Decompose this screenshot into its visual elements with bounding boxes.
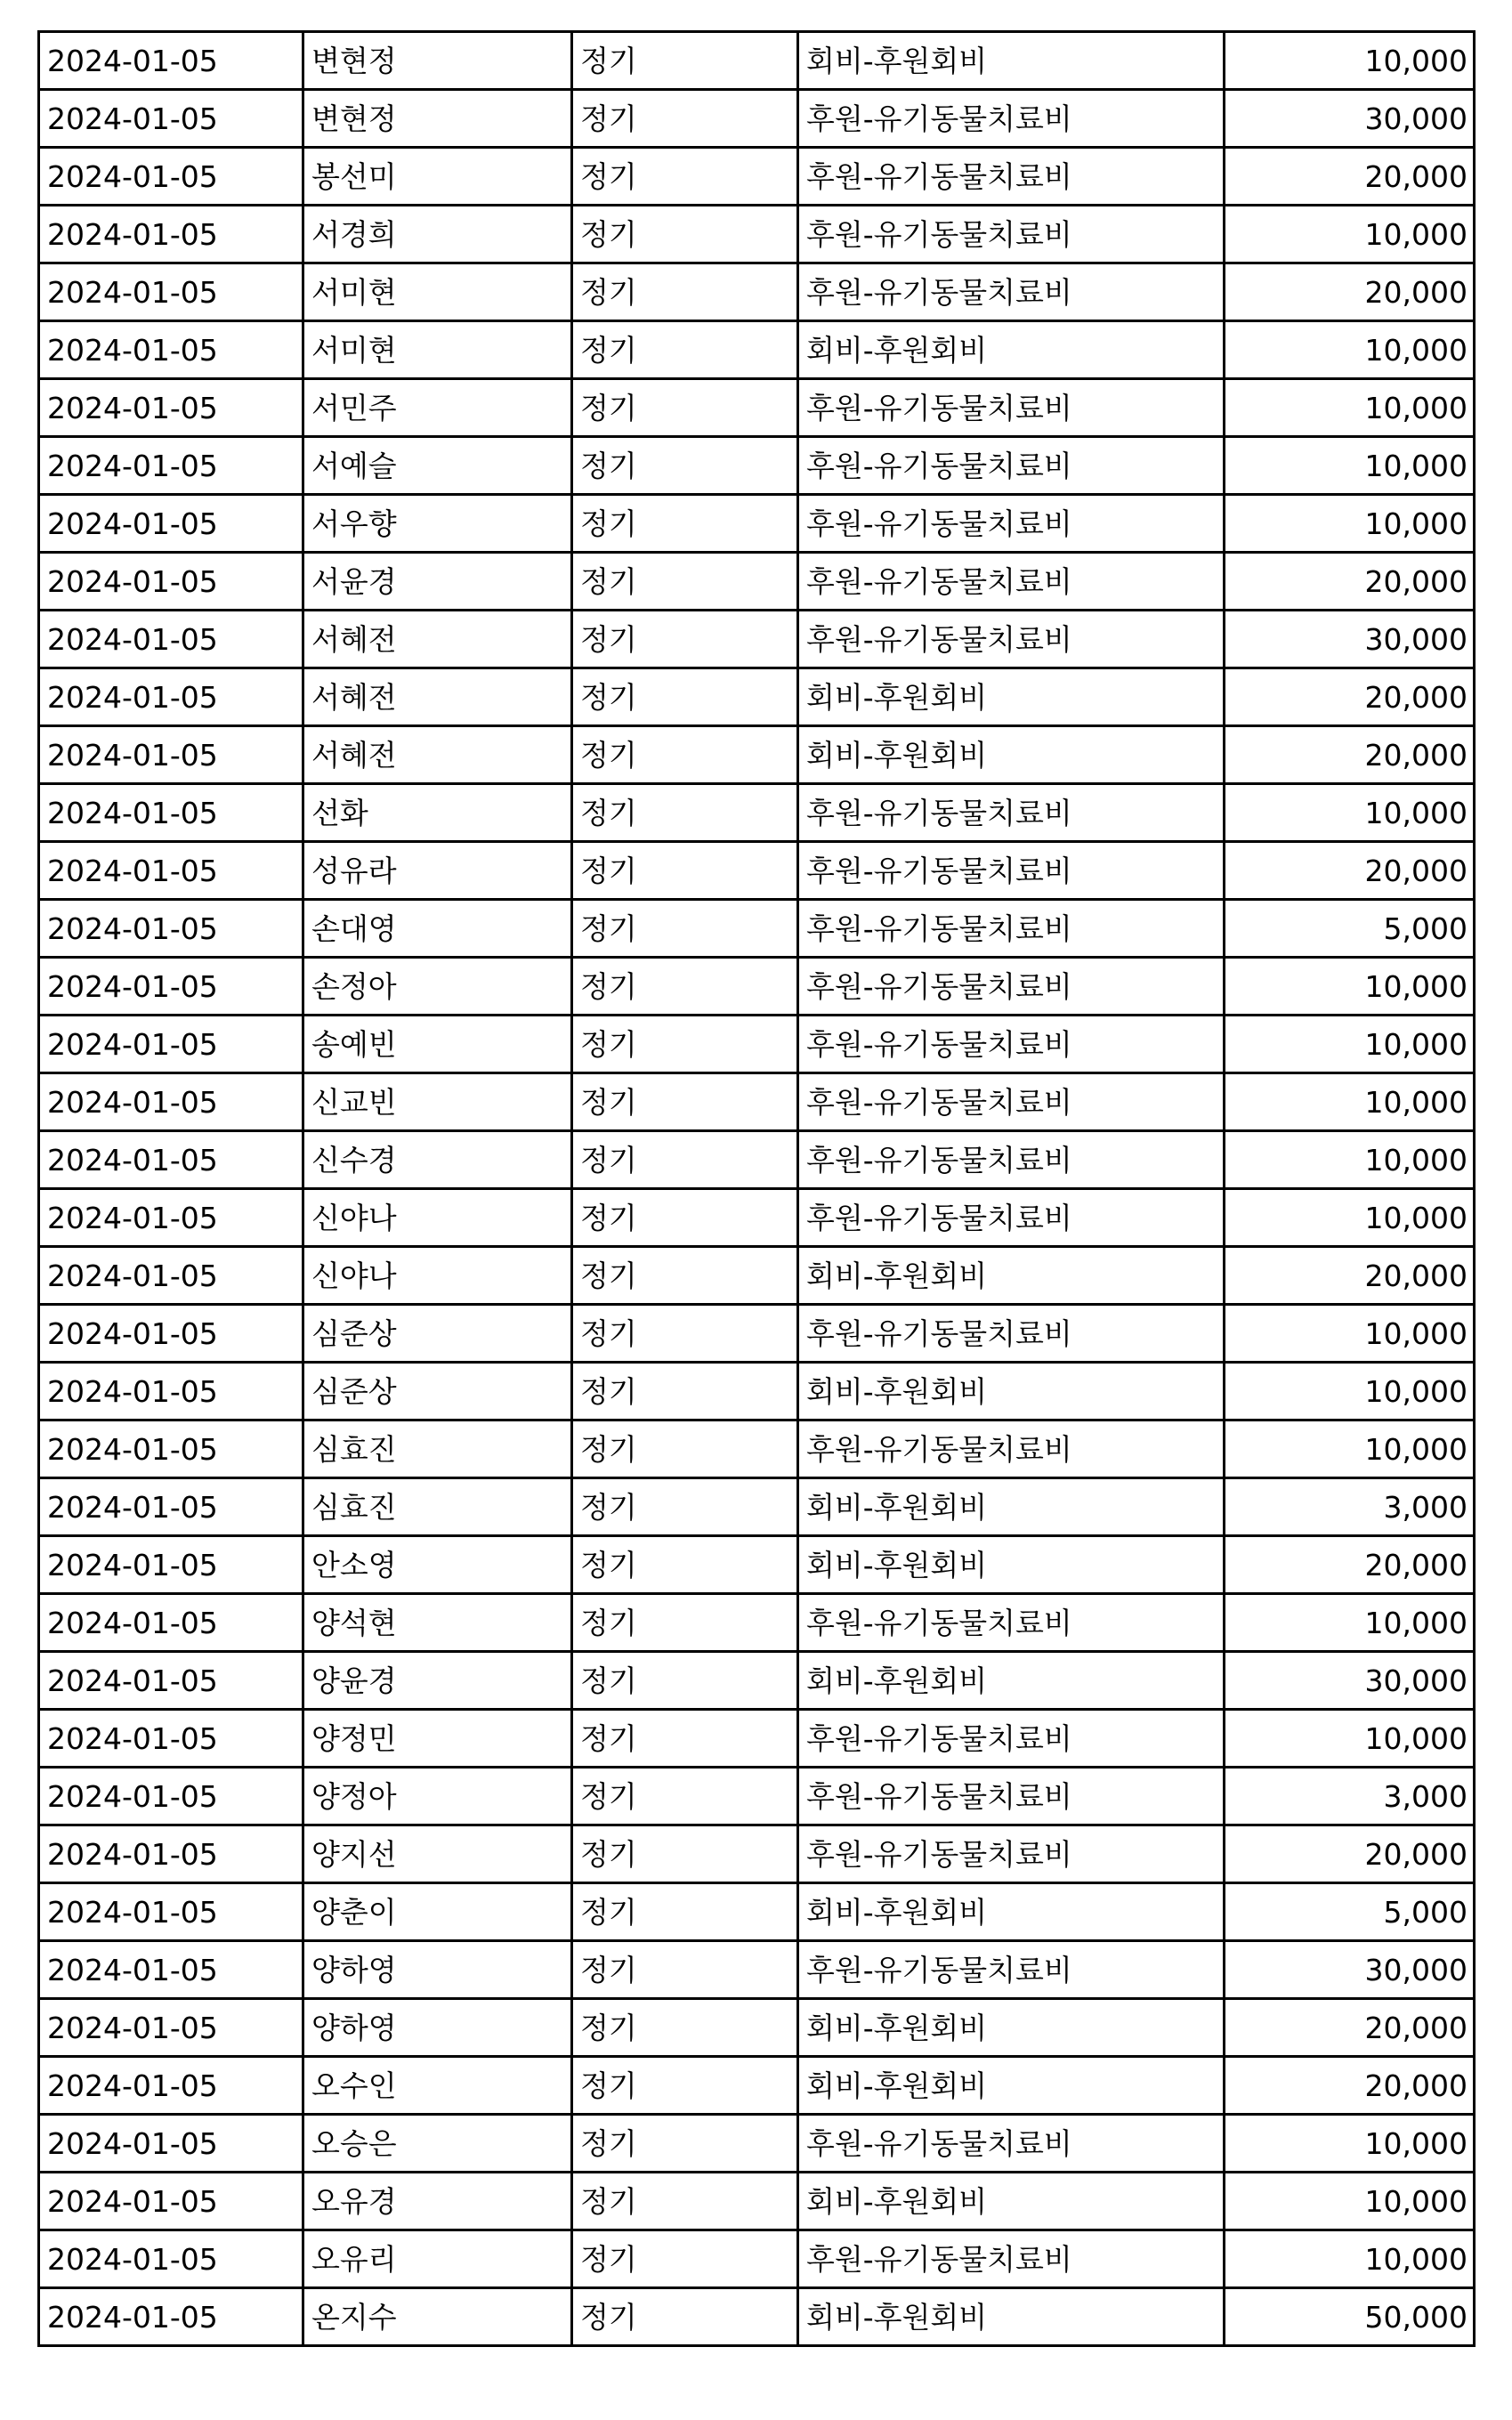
donation-item-cell: 회비-후원회비 xyxy=(798,321,1225,379)
donation-type-cell: 정기 xyxy=(572,784,798,842)
table-row xyxy=(39,321,1475,379)
donor-name-cell: 심효진 xyxy=(303,1478,572,1536)
donation-item-cell: 회비-후원회비 xyxy=(798,2173,1225,2230)
donor-name-cell: 양윤경 xyxy=(303,1652,572,1710)
table-row xyxy=(39,1883,1475,1941)
donation-amount-cell: 10,000 xyxy=(1225,321,1475,379)
donation-date-cell: 2024-01-05 xyxy=(39,1825,303,1883)
donation-date-cell: 2024-01-05 xyxy=(39,1768,303,1825)
table-row xyxy=(39,1131,1475,1189)
donation-date-cell: 2024-01-05 xyxy=(39,2057,303,2115)
donation-amount-cell: 20,000 xyxy=(1225,553,1475,611)
donation-date-cell: 2024-01-05 xyxy=(39,553,303,611)
table-row xyxy=(39,1536,1475,1594)
donation-amount-cell: 20,000 xyxy=(1225,668,1475,726)
donation-date-cell: 2024-01-05 xyxy=(39,842,303,900)
table-row xyxy=(39,1478,1475,1536)
donation-item-cell: 후원-유기동물치료비 xyxy=(798,900,1225,958)
donation-item-cell: 후원-유기동물치료비 xyxy=(798,2115,1225,2173)
donation-date-cell: 2024-01-05 xyxy=(39,726,303,784)
donation-item-cell: 후원-유기동물치료비 xyxy=(798,437,1225,495)
donation-amount-cell: 10,000 xyxy=(1225,495,1475,553)
table-row xyxy=(39,2057,1475,2115)
donation-amount-cell: 10,000 xyxy=(1225,206,1475,263)
table-row xyxy=(39,1189,1475,1247)
table-row xyxy=(39,553,1475,611)
donation-date-cell: 2024-01-05 xyxy=(39,2288,303,2346)
donor-name-cell: 오유리 xyxy=(303,2230,572,2288)
donation-date-cell: 2024-01-05 xyxy=(39,958,303,1016)
donor-name-cell: 양정민 xyxy=(303,1710,572,1768)
donor-name-cell: 오수인 xyxy=(303,2057,572,2115)
donation-date-cell: 2024-01-05 xyxy=(39,1305,303,1363)
table-row xyxy=(39,1594,1475,1652)
donation-date-cell: 2024-01-05 xyxy=(39,900,303,958)
donation-amount-cell: 10,000 xyxy=(1225,1073,1475,1131)
donation-type-cell: 정기 xyxy=(572,1710,798,1768)
donation-amount-cell: 10,000 xyxy=(1225,1305,1475,1363)
donation-amount-cell: 3,000 xyxy=(1225,1478,1475,1536)
donation-date-cell: 2024-01-05 xyxy=(39,1710,303,1768)
donor-name-cell: 서혜전 xyxy=(303,668,572,726)
donor-name-cell: 양하영 xyxy=(303,1999,572,2057)
donation-amount-cell: 10,000 xyxy=(1225,1016,1475,1073)
donation-date-cell: 2024-01-05 xyxy=(39,495,303,553)
donation-item-cell: 후원-유기동물치료비 xyxy=(798,1710,1225,1768)
donation-date-cell: 2024-01-05 xyxy=(39,32,303,90)
ledger-body xyxy=(39,32,1475,2346)
donation-amount-cell: 50,000 xyxy=(1225,2288,1475,2346)
donation-type-cell: 정기 xyxy=(572,1189,798,1247)
donation-amount-cell: 20,000 xyxy=(1225,842,1475,900)
table-row xyxy=(39,842,1475,900)
donation-type-cell: 정기 xyxy=(572,726,798,784)
table-row xyxy=(39,148,1475,206)
table-row xyxy=(39,2173,1475,2230)
donation-item-cell: 후원-유기동물치료비 xyxy=(798,1420,1225,1478)
donation-type-cell: 정기 xyxy=(572,148,798,206)
table-row xyxy=(39,1710,1475,1768)
donation-amount-cell: 10,000 xyxy=(1225,1363,1475,1420)
table-row xyxy=(39,379,1475,437)
donation-item-cell: 회비-후원회비 xyxy=(798,1478,1225,1536)
donor-name-cell: 성유라 xyxy=(303,842,572,900)
table-row xyxy=(39,958,1475,1016)
donation-amount-cell: 5,000 xyxy=(1225,1883,1475,1941)
donation-amount-cell: 20,000 xyxy=(1225,1999,1475,2057)
donation-amount-cell: 20,000 xyxy=(1225,263,1475,321)
donation-item-cell: 후원-유기동물치료비 xyxy=(798,1825,1225,1883)
table-row xyxy=(39,1073,1475,1131)
donor-name-cell: 양춘이 xyxy=(303,1883,572,1941)
table-row xyxy=(39,437,1475,495)
donation-type-cell: 정기 xyxy=(572,1073,798,1131)
donation-type-cell: 정기 xyxy=(572,379,798,437)
donation-item-cell: 후원-유기동물치료비 xyxy=(798,1768,1225,1825)
donation-ledger-table xyxy=(37,30,1476,2347)
donation-date-cell: 2024-01-05 xyxy=(39,2173,303,2230)
donation-item-cell: 후원-유기동물치료비 xyxy=(798,379,1225,437)
donation-item-cell: 후원-유기동물치료비 xyxy=(798,1305,1225,1363)
donation-type-cell: 정기 xyxy=(572,958,798,1016)
donation-date-cell: 2024-01-05 xyxy=(39,784,303,842)
donation-amount-cell: 20,000 xyxy=(1225,726,1475,784)
donation-item-cell: 후원-유기동물치료비 xyxy=(798,958,1225,1016)
table-row xyxy=(39,1768,1475,1825)
donation-type-cell: 정기 xyxy=(572,437,798,495)
table-row xyxy=(39,90,1475,148)
donation-item-cell: 후원-유기동물치료비 xyxy=(798,1016,1225,1073)
donor-name-cell: 서경희 xyxy=(303,206,572,263)
donor-name-cell: 송예빈 xyxy=(303,1016,572,1073)
donor-name-cell: 서혜전 xyxy=(303,611,572,668)
donation-item-cell: 후원-유기동물치료비 xyxy=(798,1131,1225,1189)
donation-type-cell: 정기 xyxy=(572,1941,798,1999)
donor-name-cell: 서우향 xyxy=(303,495,572,553)
table-row xyxy=(39,263,1475,321)
donation-date-cell: 2024-01-05 xyxy=(39,90,303,148)
donation-date-cell: 2024-01-05 xyxy=(39,1073,303,1131)
donation-item-cell: 후원-유기동물치료비 xyxy=(798,611,1225,668)
donation-amount-cell: 10,000 xyxy=(1225,379,1475,437)
donor-name-cell: 변현정 xyxy=(303,90,572,148)
donation-date-cell: 2024-01-05 xyxy=(39,611,303,668)
donation-amount-cell: 10,000 xyxy=(1225,32,1475,90)
donation-type-cell: 정기 xyxy=(572,1305,798,1363)
donor-name-cell: 서혜전 xyxy=(303,726,572,784)
donation-date-cell: 2024-01-05 xyxy=(39,668,303,726)
donation-item-cell: 후원-유기동물치료비 xyxy=(798,842,1225,900)
donation-type-cell: 정기 xyxy=(572,1420,798,1478)
table-row xyxy=(39,1941,1475,1999)
donation-date-cell: 2024-01-05 xyxy=(39,2230,303,2288)
donation-amount-cell: 10,000 xyxy=(1225,1710,1475,1768)
donation-date-cell: 2024-01-05 xyxy=(39,1883,303,1941)
donation-item-cell: 회비-후원회비 xyxy=(798,1536,1225,1594)
donation-type-cell: 정기 xyxy=(572,1999,798,2057)
donation-item-cell: 회비-후원회비 xyxy=(798,1652,1225,1710)
donation-type-cell: 정기 xyxy=(572,1825,798,1883)
donation-amount-cell: 30,000 xyxy=(1225,1652,1475,1710)
donor-name-cell: 봉선미 xyxy=(303,148,572,206)
donation-item-cell: 회비-후원회비 xyxy=(798,1247,1225,1305)
table-row xyxy=(39,2115,1475,2173)
donation-amount-cell: 10,000 xyxy=(1225,784,1475,842)
donation-item-cell: 회비-후원회비 xyxy=(798,1883,1225,1941)
donation-item-cell: 회비-후원회비 xyxy=(798,2288,1225,2346)
table-row xyxy=(39,1825,1475,1883)
donor-name-cell: 신야나 xyxy=(303,1247,572,1305)
donation-amount-cell: 20,000 xyxy=(1225,2057,1475,2115)
donation-date-cell: 2024-01-05 xyxy=(39,263,303,321)
donation-item-cell: 후원-유기동물치료비 xyxy=(798,206,1225,263)
table-row xyxy=(39,611,1475,668)
donation-item-cell: 후원-유기동물치료비 xyxy=(798,553,1225,611)
donation-amount-cell: 5,000 xyxy=(1225,900,1475,958)
donation-date-cell: 2024-01-05 xyxy=(39,1652,303,1710)
table-row xyxy=(39,784,1475,842)
donor-name-cell: 신수경 xyxy=(303,1131,572,1189)
donation-type-cell: 정기 xyxy=(572,32,798,90)
donation-amount-cell: 30,000 xyxy=(1225,611,1475,668)
table-row xyxy=(39,668,1475,726)
donor-name-cell: 온지수 xyxy=(303,2288,572,2346)
donation-date-cell: 2024-01-05 xyxy=(39,321,303,379)
donation-item-cell: 회비-후원회비 xyxy=(798,726,1225,784)
donor-name-cell: 심준상 xyxy=(303,1363,572,1420)
donation-item-cell: 후원-유기동물치료비 xyxy=(798,1073,1225,1131)
donation-amount-cell: 30,000 xyxy=(1225,1941,1475,1999)
donation-item-cell: 후원-유기동물치료비 xyxy=(798,2230,1225,2288)
donation-item-cell: 후원-유기동물치료비 xyxy=(798,263,1225,321)
donation-item-cell: 후원-유기동물치료비 xyxy=(798,1189,1225,1247)
donation-item-cell: 회비-후원회비 xyxy=(798,1363,1225,1420)
table-row xyxy=(39,1363,1475,1420)
donation-date-cell: 2024-01-05 xyxy=(39,1594,303,1652)
donation-amount-cell: 10,000 xyxy=(1225,1131,1475,1189)
table-row xyxy=(39,726,1475,784)
donation-item-cell: 회비-후원회비 xyxy=(798,1999,1225,2057)
donation-date-cell: 2024-01-05 xyxy=(39,1941,303,1999)
table-row xyxy=(39,1247,1475,1305)
donation-date-cell: 2024-01-05 xyxy=(39,206,303,263)
donation-date-cell: 2024-01-05 xyxy=(39,1363,303,1420)
donation-type-cell: 정기 xyxy=(572,1247,798,1305)
donation-type-cell: 정기 xyxy=(572,1016,798,1073)
table-row xyxy=(39,1305,1475,1363)
donation-type-cell: 정기 xyxy=(572,1363,798,1420)
donation-date-cell: 2024-01-05 xyxy=(39,1478,303,1536)
donor-name-cell: 서예슬 xyxy=(303,437,572,495)
table-row xyxy=(39,900,1475,958)
donation-date-cell: 2024-01-05 xyxy=(39,1131,303,1189)
donation-type-cell: 정기 xyxy=(572,2115,798,2173)
donation-amount-cell: 10,000 xyxy=(1225,1189,1475,1247)
donor-name-cell: 신교빈 xyxy=(303,1073,572,1131)
donation-date-cell: 2024-01-05 xyxy=(39,379,303,437)
donor-name-cell: 손대영 xyxy=(303,900,572,958)
donation-item-cell: 후원-유기동물치료비 xyxy=(798,495,1225,553)
donation-item-cell: 후원-유기동물치료비 xyxy=(798,90,1225,148)
donation-type-cell: 정기 xyxy=(572,1131,798,1189)
table-row xyxy=(39,1999,1475,2057)
donation-item-cell: 후원-유기동물치료비 xyxy=(798,148,1225,206)
donation-type-cell: 정기 xyxy=(572,90,798,148)
donation-amount-cell: 20,000 xyxy=(1225,1536,1475,1594)
donor-name-cell: 양하영 xyxy=(303,1941,572,1999)
table-row xyxy=(39,1016,1475,1073)
donation-amount-cell: 10,000 xyxy=(1225,437,1475,495)
donation-amount-cell: 10,000 xyxy=(1225,2230,1475,2288)
donor-name-cell: 변현정 xyxy=(303,32,572,90)
donation-type-cell: 정기 xyxy=(572,668,798,726)
donation-amount-cell: 10,000 xyxy=(1225,1594,1475,1652)
donor-name-cell: 심효진 xyxy=(303,1420,572,1478)
donation-type-cell: 정기 xyxy=(572,263,798,321)
donation-date-cell: 2024-01-05 xyxy=(39,1016,303,1073)
donor-name-cell: 서윤경 xyxy=(303,553,572,611)
donation-type-cell: 정기 xyxy=(572,1652,798,1710)
donation-date-cell: 2024-01-05 xyxy=(39,437,303,495)
donor-name-cell: 양지선 xyxy=(303,1825,572,1883)
table-row xyxy=(39,1420,1475,1478)
donor-name-cell: 오승은 xyxy=(303,2115,572,2173)
donation-date-cell: 2024-01-05 xyxy=(39,1247,303,1305)
donor-name-cell: 양석현 xyxy=(303,1594,572,1652)
table-row xyxy=(39,32,1475,90)
donation-amount-cell: 30,000 xyxy=(1225,90,1475,148)
donation-amount-cell: 10,000 xyxy=(1225,2173,1475,2230)
donation-type-cell: 정기 xyxy=(572,1883,798,1941)
donation-type-cell: 정기 xyxy=(572,206,798,263)
table-row xyxy=(39,2230,1475,2288)
donor-name-cell: 오유경 xyxy=(303,2173,572,2230)
donation-amount-cell: 10,000 xyxy=(1225,2115,1475,2173)
donation-item-cell: 회비-후원회비 xyxy=(798,32,1225,90)
donor-name-cell: 심준상 xyxy=(303,1305,572,1363)
donation-type-cell: 정기 xyxy=(572,1768,798,1825)
donation-item-cell: 후원-유기동물치료비 xyxy=(798,784,1225,842)
donation-date-cell: 2024-01-05 xyxy=(39,1536,303,1594)
donation-type-cell: 정기 xyxy=(572,1478,798,1536)
donation-date-cell: 2024-01-05 xyxy=(39,2115,303,2173)
donation-amount-cell: 20,000 xyxy=(1225,1247,1475,1305)
table-row xyxy=(39,206,1475,263)
donation-item-cell: 회비-후원회비 xyxy=(798,668,1225,726)
donation-type-cell: 정기 xyxy=(572,611,798,668)
donation-amount-cell: 20,000 xyxy=(1225,1825,1475,1883)
table-row xyxy=(39,495,1475,553)
donation-amount-cell: 10,000 xyxy=(1225,1420,1475,1478)
donor-name-cell: 안소영 xyxy=(303,1536,572,1594)
donation-type-cell: 정기 xyxy=(572,2288,798,2346)
donor-name-cell: 서미현 xyxy=(303,321,572,379)
donor-name-cell: 신야나 xyxy=(303,1189,572,1247)
donation-amount-cell: 3,000 xyxy=(1225,1768,1475,1825)
donor-name-cell: 손정아 xyxy=(303,958,572,1016)
donation-item-cell: 회비-후원회비 xyxy=(798,2057,1225,2115)
donation-type-cell: 정기 xyxy=(572,321,798,379)
donation-date-cell: 2024-01-05 xyxy=(39,1999,303,2057)
donation-type-cell: 정기 xyxy=(572,553,798,611)
donation-date-cell: 2024-01-05 xyxy=(39,1189,303,1247)
donation-date-cell: 2024-01-05 xyxy=(39,148,303,206)
donation-type-cell: 정기 xyxy=(572,900,798,958)
donation-amount-cell: 10,000 xyxy=(1225,958,1475,1016)
donation-date-cell: 2024-01-05 xyxy=(39,1420,303,1478)
donor-name-cell: 서민주 xyxy=(303,379,572,437)
donation-amount-cell: 20,000 xyxy=(1225,148,1475,206)
table-row xyxy=(39,1652,1475,1710)
table-row xyxy=(39,2288,1475,2346)
donor-name-cell: 선화 xyxy=(303,784,572,842)
donation-type-cell: 정기 xyxy=(572,2173,798,2230)
donation-type-cell: 정기 xyxy=(572,2230,798,2288)
donation-type-cell: 정기 xyxy=(572,2057,798,2115)
donation-item-cell: 후원-유기동물치료비 xyxy=(798,1594,1225,1652)
donor-name-cell: 양정아 xyxy=(303,1768,572,1825)
donation-type-cell: 정기 xyxy=(572,1594,798,1652)
donation-type-cell: 정기 xyxy=(572,842,798,900)
donation-type-cell: 정기 xyxy=(572,1536,798,1594)
donation-type-cell: 정기 xyxy=(572,495,798,553)
donor-name-cell: 서미현 xyxy=(303,263,572,321)
donation-item-cell: 후원-유기동물치료비 xyxy=(798,1941,1225,1999)
